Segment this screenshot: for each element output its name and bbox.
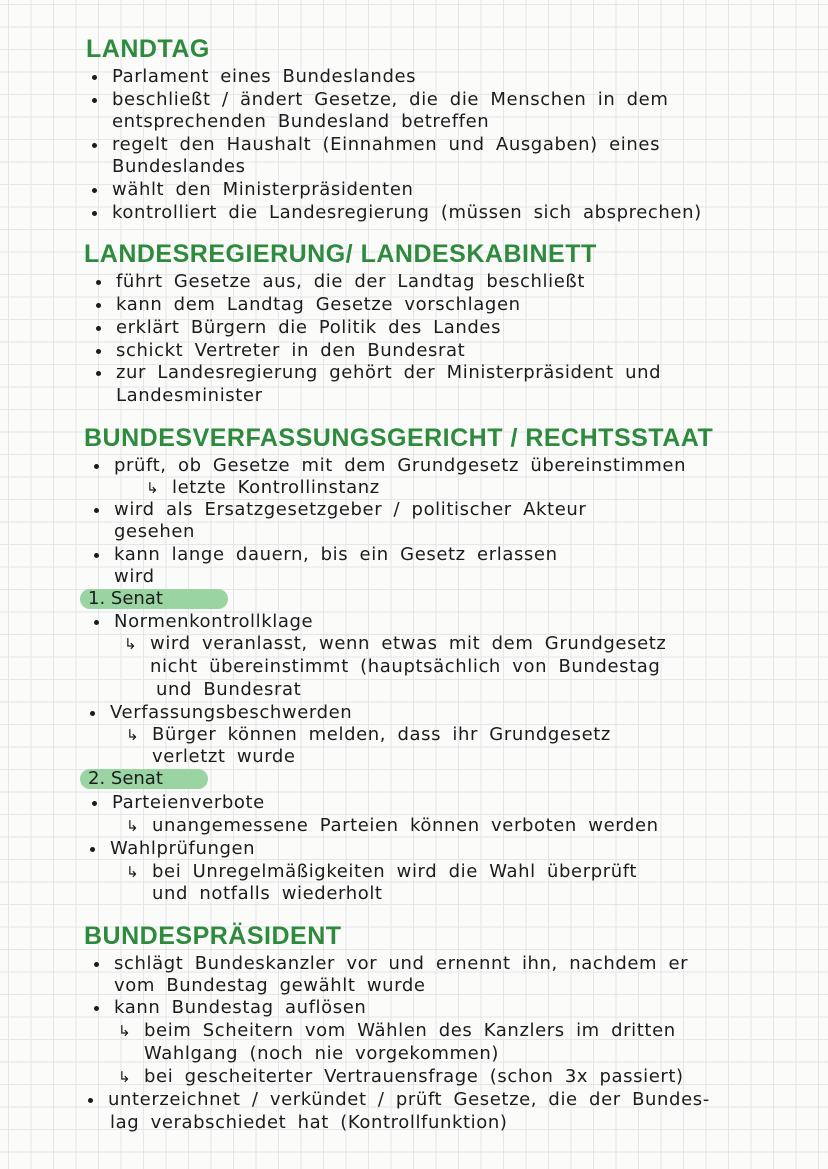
- bverfg-text-3: wird als Ersatzgesetzgeber / politischer Akteur: [114, 499, 587, 520]
- senat1-line-4: [156, 679, 301, 701]
- landtag-line-1: [112, 66, 416, 88]
- landesregierung-text-6: Landesminister: [116, 385, 263, 406]
- senat2-line-5: [152, 883, 383, 905]
- arrow-icon: ↳: [126, 863, 140, 881]
- senat2-text-4: bei Unregelmäßigkeiten wird die Wahl überprüft: [152, 861, 638, 882]
- bverfg-text-6: wird: [114, 566, 155, 587]
- landesregierung-text-5: zur Landesregierung gehört der Ministerpräsident und: [116, 362, 662, 383]
- landesregierung-line-4: [116, 340, 465, 362]
- bp-line-2: [114, 975, 426, 997]
- bullet-icon: [94, 464, 99, 469]
- bullet-icon: [90, 711, 95, 716]
- bullet-icon: [92, 188, 97, 193]
- landtag-text-4: regelt den Haushalt (Einnahmen und Ausgaben) eines: [112, 134, 661, 155]
- bullet-icon: [88, 1098, 93, 1103]
- bverfg-line-5: [114, 544, 558, 566]
- bullet-icon: [94, 553, 99, 558]
- bullet-icon: [92, 801, 97, 806]
- bullet-icon: [96, 280, 101, 285]
- heading-bundespraesident: BUNDESPRÄSIDENT: [84, 922, 342, 950]
- landtag-text-5: Bundeslandes: [112, 156, 246, 177]
- landtag-line-6: [112, 179, 414, 201]
- senat1-line-2: [124, 633, 667, 655]
- bverfg-text-5: kann lange dauern, bis ein Gesetz erlassen: [114, 544, 558, 565]
- landesregierung-line-3: [116, 317, 501, 339]
- landesregierung-text-2: kann dem Landtag Gesetze vorschlagen: [116, 294, 521, 315]
- landesregierung-line-5: [116, 362, 661, 384]
- senat1-text-5: Verfassungsbeschwerden: [110, 702, 353, 723]
- bp-text-2: vom Bundestag gewählt wurde: [114, 975, 426, 996]
- bverfg-line-3: [114, 499, 586, 521]
- senat2-line-2: [126, 815, 659, 837]
- landtag-line-5: [112, 156, 246, 178]
- bp-line-7: [108, 1089, 710, 1111]
- senat2-line-4: [126, 861, 638, 883]
- bullet-icon: [90, 847, 95, 852]
- bp-text-6: bei gescheiterter Vertrauensfrage (schon 3x passiert): [144, 1066, 684, 1087]
- arrow-icon: ↳: [126, 726, 140, 744]
- senat2-text-5: und notfalls wiederholt: [152, 883, 383, 904]
- bullet-icon: [94, 962, 99, 967]
- bverfg-line-1: [114, 455, 686, 477]
- heading-landtag: LANDTAG: [86, 35, 210, 63]
- senat-2-label: 2. Senat: [88, 768, 163, 789]
- senat1-text-3: nicht übereinstimmt (hauptsächlich von Bundestag: [150, 656, 661, 677]
- senat2-text-2: unangemessene Parteien können verboten werden: [152, 815, 659, 836]
- heading-bverfg: BUNDESVERFASSUNGSGERICHT / RECHTSSTAAT: [84, 424, 714, 452]
- bullet-icon: [92, 98, 97, 103]
- senat1-text-1: Normenkontrollklage: [114, 611, 314, 632]
- senat1-text-7: verletzt wurde: [152, 746, 296, 767]
- bullet-icon: [94, 508, 99, 513]
- landesregierung-line-1: [116, 271, 585, 293]
- arrow-icon: ↳: [126, 817, 140, 835]
- landtag-text-7: kontrolliert die Landesregierung (müssen sich absprechen): [112, 202, 702, 223]
- bp-text-3: kann Bundestag auflösen: [114, 997, 367, 1018]
- bverfg-line-4: [114, 521, 195, 543]
- senat1-text-4: und Bundesrat: [156, 679, 302, 700]
- senat1-line-3: [150, 656, 660, 678]
- bullet-icon: [96, 303, 101, 308]
- senat2-line-1: [112, 792, 265, 814]
- senat1-line-7: [152, 746, 296, 768]
- senat2-line-3: [110, 838, 255, 860]
- landtag-line-2: [112, 89, 669, 111]
- senat-2-highlight: [80, 769, 208, 789]
- bullet-icon: [92, 211, 97, 216]
- senat-1-label: 1. Senat: [88, 588, 163, 609]
- bullet-icon: [96, 326, 101, 331]
- bp-line-5: [144, 1043, 499, 1065]
- bullet-icon: [92, 143, 97, 148]
- bp-line-3: [114, 997, 366, 1019]
- bp-line-4: [118, 1020, 676, 1042]
- landtag-text-2: beschließt / ändert Gesetze, die die Menschen in dem: [112, 89, 669, 110]
- senat2-text-3: Wahlprüfungen: [110, 838, 256, 859]
- bp-line-1: [114, 953, 688, 975]
- senat1-text-6: Bürger können melden, dass ihr Grundgesetz: [152, 724, 611, 745]
- bp-text-1: schlägt Bundeskanzler vor und ernennt ihn, nachdem er: [114, 953, 689, 974]
- landtag-text-3: entsprechenden Bundesland betreffen: [112, 111, 490, 132]
- landesregierung-text-3: erklärt Bürgern die Politik des Landes: [116, 317, 502, 338]
- senat1-line-5: [110, 702, 352, 724]
- landesregierung-line-2: [116, 294, 521, 316]
- senat1-text-2: wird veranlasst, wenn etwas mit dem Grundgesetz: [150, 633, 667, 654]
- arrow-icon: ↳: [118, 1022, 132, 1040]
- bullet-icon: [92, 75, 97, 80]
- bp-text-8: lag verabschiedet hat (Kontrollfunktion): [110, 1112, 508, 1133]
- landesregierung-text-1: führt Gesetze aus, die der Landtag beschließt: [116, 271, 585, 292]
- bullet-icon: [96, 349, 101, 354]
- bverfg-line-2: [146, 477, 380, 499]
- bullet-icon: [94, 620, 99, 625]
- bp-text-7: unterzeichnet / verkündet / prüft Gesetze, die der Bundes-: [108, 1089, 710, 1110]
- landtag-text-1: Parlament eines Bundeslandes: [112, 66, 417, 87]
- arrow-icon: ↳: [146, 479, 160, 497]
- senat-1-highlight: [80, 589, 228, 609]
- landtag-line-7: [112, 202, 702, 224]
- arrow-icon: ↳: [124, 635, 138, 653]
- bp-text-5: Wahlgang (noch nie vorgekommen): [144, 1043, 499, 1064]
- senat1-line-1: [114, 611, 313, 633]
- bverfg-text-4: gesehen: [114, 521, 196, 542]
- bp-text-4: beim Scheitern vom Wählen des Kanzlers im dritten: [144, 1020, 676, 1041]
- senat1-line-6: [126, 724, 611, 746]
- landesregierung-line-6: [116, 385, 263, 407]
- landtag-line-3: [112, 111, 489, 133]
- bp-line-6: [118, 1066, 684, 1088]
- landtag-line-4: [112, 134, 660, 156]
- bverfg-text-2: letzte Kontrollinstanz: [172, 477, 380, 498]
- bverfg-line-6: [114, 566, 155, 588]
- bullet-icon: [96, 371, 101, 376]
- arrow-icon: ↳: [118, 1068, 132, 1086]
- bp-line-8: [110, 1112, 508, 1134]
- landesregierung-text-4: schickt Vertreter in den Bundesrat: [116, 340, 466, 361]
- senat2-text-1: Parteienverbote: [112, 792, 265, 813]
- bullet-icon: [94, 1006, 99, 1011]
- bverfg-text-1: prüft, ob Gesetze mit dem Grundgesetz übereinstimmen: [114, 455, 687, 476]
- landtag-text-6: wählt den Ministerpräsidenten: [112, 179, 414, 200]
- heading-landesregierung: LANDESREGIERUNG/ LANDESKABINETT: [84, 240, 597, 268]
